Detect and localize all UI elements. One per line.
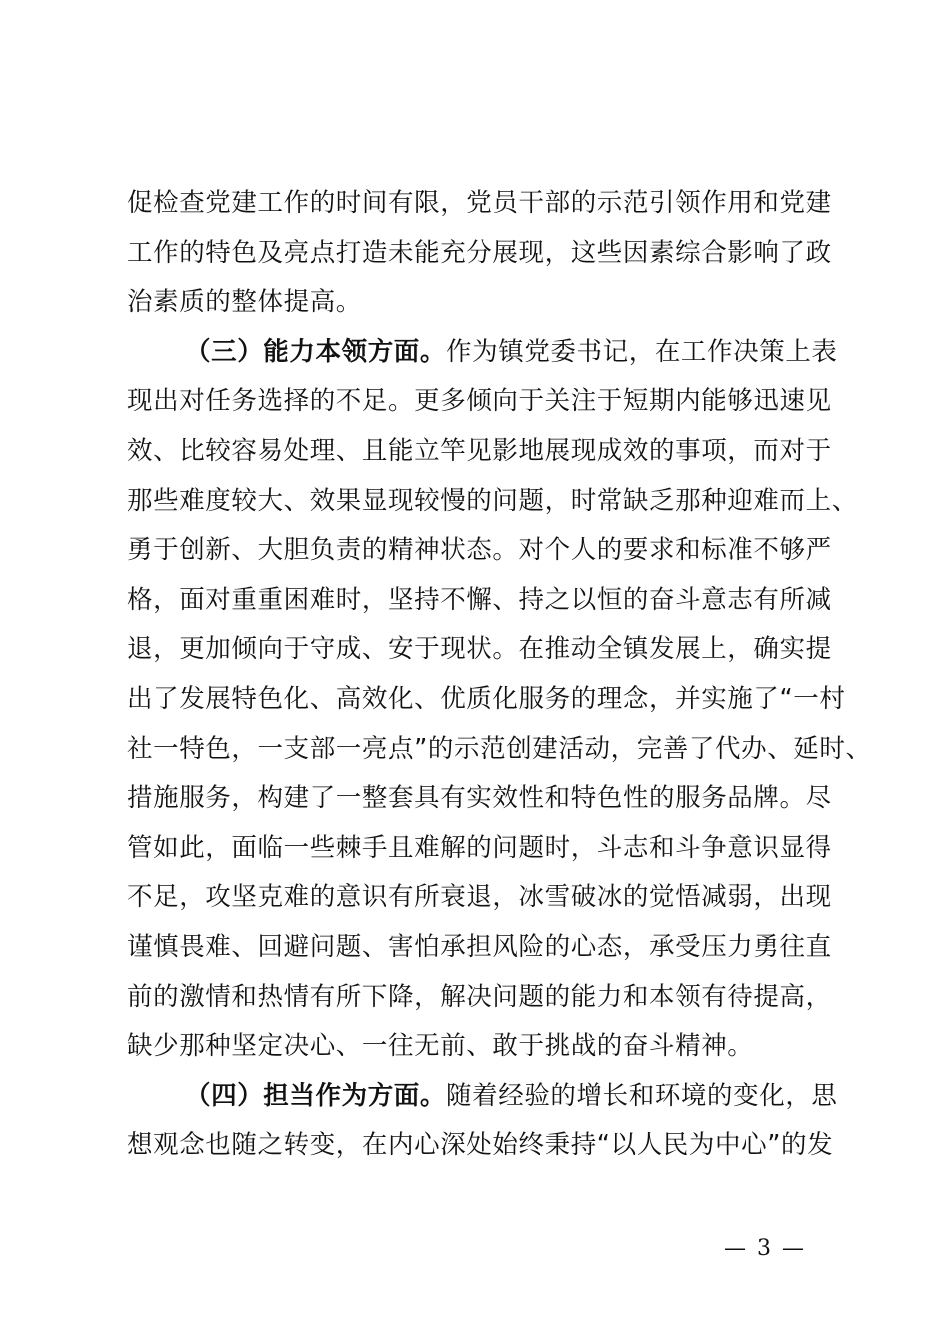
text-line: 退，更加倾向于守成、安于现状。在推动全镇发展上，确实提 bbox=[127, 634, 832, 665]
text-line: 想观念也随之转变，在内心深处始终秉持“以人民为中心”的发 bbox=[127, 1130, 834, 1161]
text-run: 随着经验的增长和环境的变化，思 bbox=[446, 1080, 838, 1111]
text-line: 管如此，面临一些棘手且难解的问题时，斗志和斗争意识显得 bbox=[127, 832, 832, 863]
section-heading-responsibility: （四）担当作为方面。 bbox=[185, 1080, 447, 1111]
text-line: 治素质的整体提高。 bbox=[127, 287, 362, 318]
text-line: 勇于创新、大胆负责的精神状态。对个人的要求和标准不够严 bbox=[127, 535, 832, 566]
text-line: 措施服务，构建了一整套具有实效性和特色性的服务品牌。尽 bbox=[127, 783, 832, 814]
text-line: 前的激情和热情有所下降，解决问题的能力和本领有待提高， bbox=[127, 981, 832, 1012]
document-body bbox=[127, 179, 872, 1171]
text-line: 效、比较容易处理、且能立竿见影地展现成效的事项，而对于 bbox=[127, 435, 832, 466]
text-line: 格，面对重重困难时，坚持不懈、持之以恒的奋斗意志有所减 bbox=[127, 584, 832, 615]
text-line: 促检查党建工作的时间有限，党员干部的示范引领作用和党建 bbox=[127, 188, 832, 218]
text-line: 缺少那种坚定决心、一往无前、敢于挑战的奋斗精神。 bbox=[127, 1031, 754, 1062]
text-line: 工作的特色及亮点打造未能充分展现，这些因素综合影响了政 bbox=[127, 237, 832, 268]
paragraph-4-first-line bbox=[127, 1072, 847, 1122]
paragraph-3-first-line bbox=[127, 328, 847, 378]
page-number: — 3 — bbox=[724, 1236, 806, 1261]
section-heading-ability: （三）能力本领方面。 bbox=[185, 336, 447, 367]
text-line: 社一特色，一支部一亮点”的示范创建活动，完善了代办、延时、 bbox=[127, 733, 872, 764]
text-line: 那些难度较大、效果显现较慢的问题，时常缺乏那种迎难而上、 bbox=[127, 485, 858, 516]
text-line: 出了发展特色化、高效化、优质化服务的理念，并实施了“一村 bbox=[127, 683, 846, 714]
text-line: 现出对任务选择的不足。更多倾向于关注于短期内能够迅速见 bbox=[127, 386, 832, 417]
text-run: 作为镇党委书记，在工作决策上表 bbox=[446, 336, 838, 367]
text-line: 谨慎畏难、回避问题、害怕承担风险的心态，承受压力勇往直 bbox=[127, 931, 832, 962]
text-line: 不足，攻坚克难的意识有所衰退，冰雪破冰的觉悟减弱，出现 bbox=[127, 882, 832, 913]
